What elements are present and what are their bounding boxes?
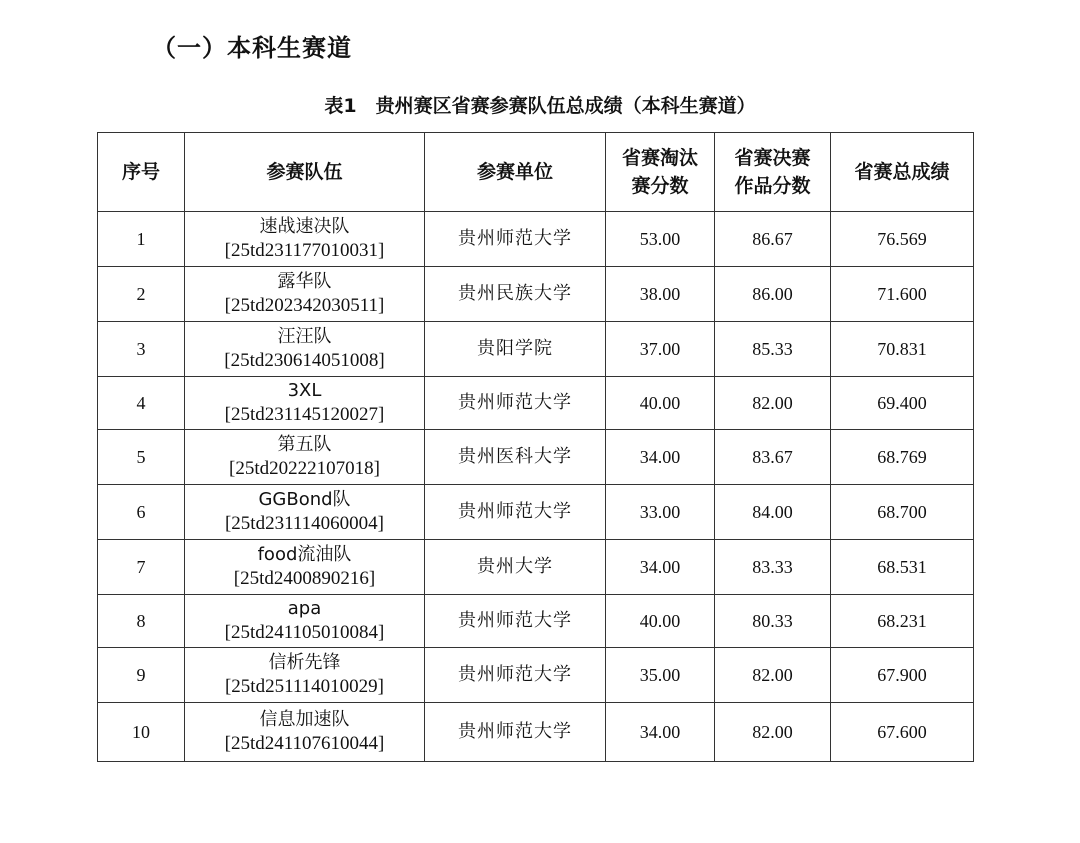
scores-table [97, 132, 974, 762]
unit-cell: 贵州师范大学 [425, 703, 606, 762]
total-score: 67.600 [831, 703, 974, 762]
unit-cell: 贵州师范大学 [425, 485, 606, 540]
final-score: 86.67 [715, 212, 831, 267]
team-id: [25td230614051008] [224, 350, 385, 371]
team-id: [25td241105010084] [224, 622, 385, 643]
team-name: 第五队 [277, 434, 332, 455]
team-cell [185, 322, 425, 377]
team-id: [25td231177010031] [224, 240, 385, 261]
final-score: 84.00 [715, 485, 831, 540]
table-row [98, 430, 974, 485]
total-score: 68.531 [831, 540, 974, 595]
elimination-score: 34.00 [606, 703, 715, 762]
row-index: 8 [98, 595, 185, 648]
table-caption: 表1 贵州赛区省赛参赛队伍总成绩（本科生赛道） [324, 95, 756, 117]
row-index: 10 [98, 703, 185, 762]
final-score: 82.00 [715, 377, 831, 430]
team-cell [185, 648, 425, 703]
header-final-line2: 作品分数 [734, 175, 811, 197]
team-name: 速战速决队 [259, 216, 350, 237]
team-cell [185, 595, 425, 648]
row-index: 5 [98, 430, 185, 485]
elimination-score: 34.00 [606, 430, 715, 485]
team-id: [25td231114060004] [224, 513, 385, 534]
table-row [98, 485, 974, 540]
elimination-score: 38.00 [606, 267, 715, 322]
team-cell [185, 267, 425, 322]
elimination-score: 34.00 [606, 540, 715, 595]
row-index: 6 [98, 485, 185, 540]
team-name: 3XL [287, 380, 322, 401]
row-index: 1 [98, 212, 185, 267]
header-final-line1: 省赛决赛 [734, 147, 811, 169]
team-id: [25td2400890216] [233, 568, 376, 589]
final-score: 83.67 [715, 430, 831, 485]
header-total-score: 省赛总成绩 [831, 133, 974, 212]
elimination-score: 35.00 [606, 648, 715, 703]
row-index: 9 [98, 648, 185, 703]
team-name: apa [287, 598, 322, 619]
row-index: 4 [98, 377, 185, 430]
header-elimination-score [606, 133, 715, 212]
team-cell [185, 540, 425, 595]
elimination-score: 37.00 [606, 322, 715, 377]
team-cell [185, 703, 425, 762]
row-index: 7 [98, 540, 185, 595]
team-name: 露华队 [277, 271, 332, 292]
final-score: 80.33 [715, 595, 831, 648]
table-row [98, 377, 974, 430]
team-id: [25td202342030511] [224, 295, 385, 316]
unit-cell: 贵州师范大学 [425, 377, 606, 430]
table-row [98, 212, 974, 267]
table-body [98, 212, 974, 762]
unit-cell: 贵州大学 [425, 540, 606, 595]
table-row [98, 648, 974, 703]
total-score: 68.769 [831, 430, 974, 485]
total-score: 67.900 [831, 648, 974, 703]
header-unit: 参赛单位 [425, 133, 606, 212]
team-cell [185, 430, 425, 485]
team-id: [25td241107610044] [224, 733, 385, 754]
row-index: 2 [98, 267, 185, 322]
final-score: 86.00 [715, 267, 831, 322]
final-score: 82.00 [715, 703, 831, 762]
team-id: [25td251114010029] [224, 676, 385, 697]
unit-cell: 贵州民族大学 [425, 267, 606, 322]
team-name: 信析先锋 [268, 652, 341, 673]
header-elim-line2: 赛分数 [631, 175, 689, 197]
team-name: GGBond队 [258, 489, 351, 510]
elimination-score: 40.00 [606, 377, 715, 430]
total-score: 68.700 [831, 485, 974, 540]
table-row [98, 540, 974, 595]
final-score: 83.33 [715, 540, 831, 595]
unit-cell: 贵州师范大学 [425, 595, 606, 648]
team-name: 汪汪队 [277, 326, 332, 347]
header-elim-line1: 省赛淘汰 [621, 147, 698, 169]
total-score: 69.400 [831, 377, 974, 430]
team-cell [185, 377, 425, 430]
team-id: [25td231145120027] [224, 404, 385, 425]
table-row [98, 595, 974, 648]
elimination-score: 33.00 [606, 485, 715, 540]
section-heading: （一）本科生赛道 [152, 34, 352, 62]
team-cell [185, 485, 425, 540]
team-id: [25td20222107018] [229, 458, 380, 479]
table-row [98, 703, 974, 762]
unit-cell: 贵州师范大学 [425, 648, 606, 703]
header-final-score [715, 133, 831, 212]
unit-cell: 贵州医科大学 [425, 430, 606, 485]
total-score: 70.831 [831, 322, 974, 377]
total-score: 76.569 [831, 212, 974, 267]
final-score: 85.33 [715, 322, 831, 377]
total-score: 71.600 [831, 267, 974, 322]
header-team: 参赛队伍 [185, 133, 425, 212]
elimination-score: 53.00 [606, 212, 715, 267]
table-header-row [98, 133, 974, 212]
final-score: 82.00 [715, 648, 831, 703]
team-cell [185, 212, 425, 267]
team-name: food流油队 [257, 544, 352, 565]
team-name: 信息加速队 [259, 709, 350, 730]
table-row [98, 322, 974, 377]
unit-cell: 贵阳学院 [425, 322, 606, 377]
header-index: 序号 [98, 133, 185, 212]
elimination-score: 40.00 [606, 595, 715, 648]
table-row [98, 267, 974, 322]
unit-cell: 贵州师范大学 [425, 212, 606, 267]
total-score: 68.231 [831, 595, 974, 648]
row-index: 3 [98, 322, 185, 377]
